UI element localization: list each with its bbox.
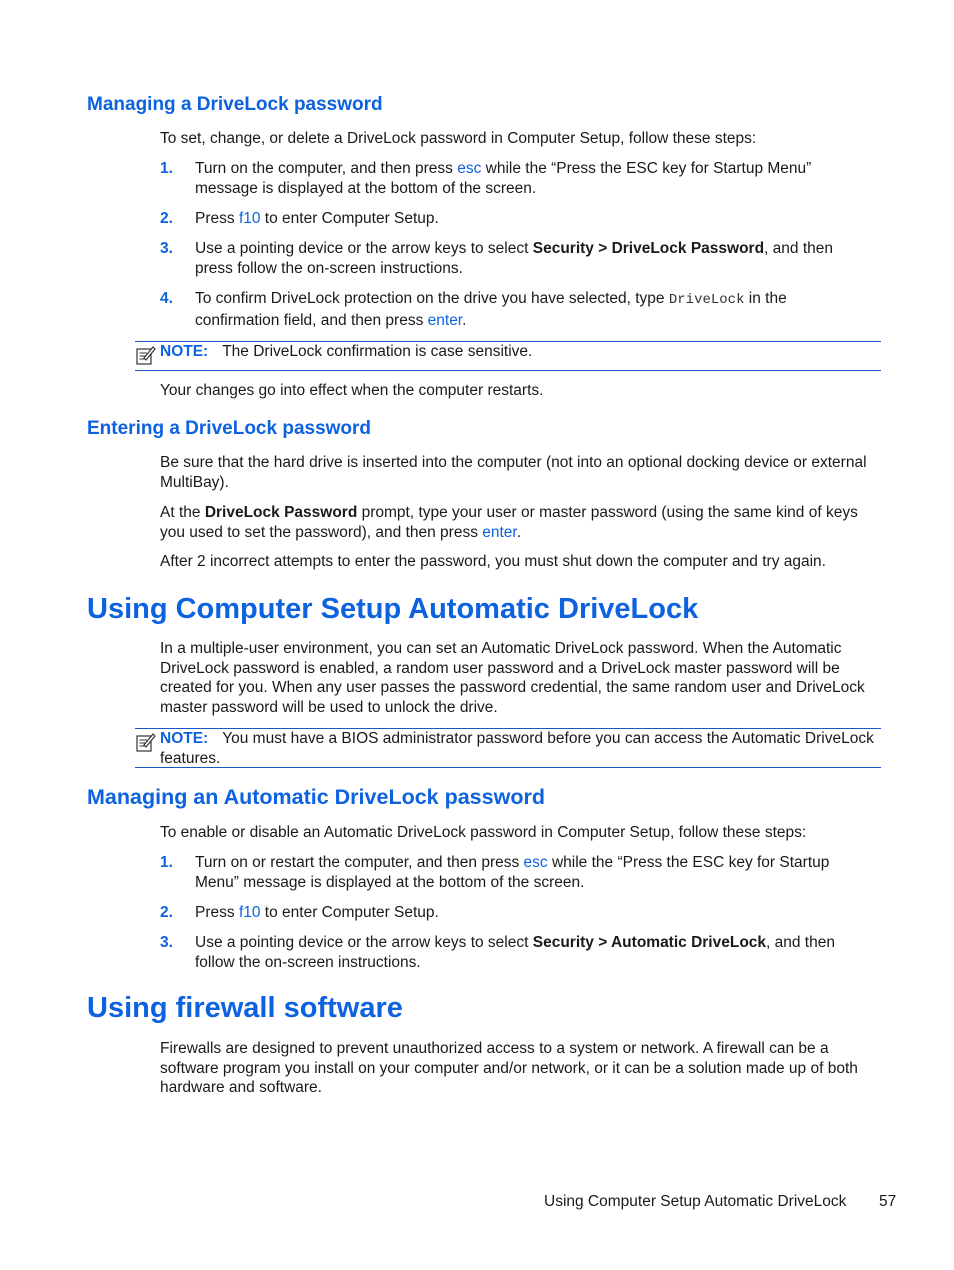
note-label: NOTE: [160,343,209,360]
note-box [135,341,881,371]
paragraph-text: prompt, type your user or master password (using the same kind of keys you used to set the password), and then press [160,504,858,541]
heading-firewall: Using firewall software [87,992,403,1024]
step-text: in the confirmation field, and then press [195,290,787,329]
step-number: 2. [160,210,173,227]
managing-step-4 [160,289,872,330]
key-enter: enter [427,311,463,329]
step-number: 3. [160,934,173,951]
paragraph-text: . [516,523,522,541]
managing-step-1 [160,159,872,198]
key-esc: esc [457,160,482,177]
step-text: to enter Computer Setup. [260,210,439,227]
step-number: 3. [160,240,173,257]
step-text: To confirm DriveLock protection on the drive you have selected, type [195,290,669,307]
managing-intro: To set, change, or delete a DriveLock password in Computer Setup, follow these steps: [160,130,757,147]
heading-managing-auto-drivelock: Managing an Automatic DriveLock password [87,785,545,809]
page-number: 57 [879,1193,897,1210]
step-number: 2. [160,904,173,921]
step-text: Turn on or restart the computer, and then press [195,854,524,871]
step-number: 1. [160,160,173,177]
managing-step-3 [160,239,872,278]
code-drivelock: DriveLock [668,292,745,308]
step-number: 4. [160,290,173,307]
step-text: Use a pointing device or the arrow keys to select [195,240,533,257]
prompt-name: DriveLock Password [204,504,358,521]
menu-path: Security > Automatic DriveLock [532,934,767,951]
step-text: , and then follow the on-screen instructions. [195,934,835,971]
changes-text: Your changes go into effect when the computer restarts. [160,382,544,399]
step-text: while the “Press the ESC key for Startup Menu” message is displayed at the bottom of the screen. [195,854,830,891]
key-enter: enter [482,523,517,541]
key-f10: f10 [238,904,261,921]
auto-p1: In a multiple-user environment, you can set an Automatic DriveLock password. When the Automatic DriveLock password is enabled, a random user password and a DriveLock master password will be created for you. When any user passes the password credential, the same random user and DriveLock master password will be used to unlock the drive. [160,640,865,716]
note-pencil-icon [135,344,157,366]
footer-section-title: Using Computer Setup Automatic DriveLock [544,1193,847,1210]
key-f10: f10 [238,210,261,227]
entering-p1: Be sure that the hard drive is inserted into the computer (not into an optional docking device or external MultiBay). [160,454,867,491]
entering-p3: After 2 incorrect attempts to enter the password, you must shut down the computer and try again. [160,553,826,570]
heading-automatic-drivelock: Using Computer Setup Automatic DriveLock [87,593,699,625]
step-text: Use a pointing device or the arrow keys to select [195,934,533,951]
step-text: while the “Press the ESC key for Startup Menu” message is displayed at the bottom of the screen. [195,160,812,197]
note-text: The DriveLock confirmation is case sensitive. [222,343,533,360]
step-text: , and then press follow the on-screen instructions. [195,240,833,277]
key-esc: esc [523,854,548,871]
step-text: Press [195,210,239,227]
step-number: 1. [160,854,173,871]
auto-step-3 [160,933,872,972]
heading-managing-drivelock: Managing a DriveLock password [87,94,383,115]
note-label: NOTE: [160,730,209,747]
heading-entering-drivelock: Entering a DriveLock password [87,418,372,439]
step-text: Turn on the computer, and then press [195,160,458,177]
managing-auto-intro: To enable or disable an Automatic DriveLock password in Computer Setup, follow these steps: [160,824,807,841]
step-text: to enter Computer Setup. [260,904,439,921]
note-text: You must have a BIOS administrator password before you can access the Automatic DriveLock features. [160,730,874,767]
auto-step-1 [160,853,872,892]
entering-p2 [160,503,872,542]
step-text: . [462,311,467,329]
auto-step-2 [160,903,872,923]
note-box [135,728,881,768]
note-pencil-icon [135,731,157,753]
paragraph-text: At the [160,504,205,521]
menu-path: Security > DriveLock Password [532,240,765,257]
firewall-p1: Firewalls are designed to prevent unauthorized access to a system or network. A firewall can be a software program you install on your computer and/or network, or it can be a solution made up of both hardware and software. [160,1040,858,1096]
managing-step-2 [160,209,872,229]
step-text: Press [195,904,239,921]
